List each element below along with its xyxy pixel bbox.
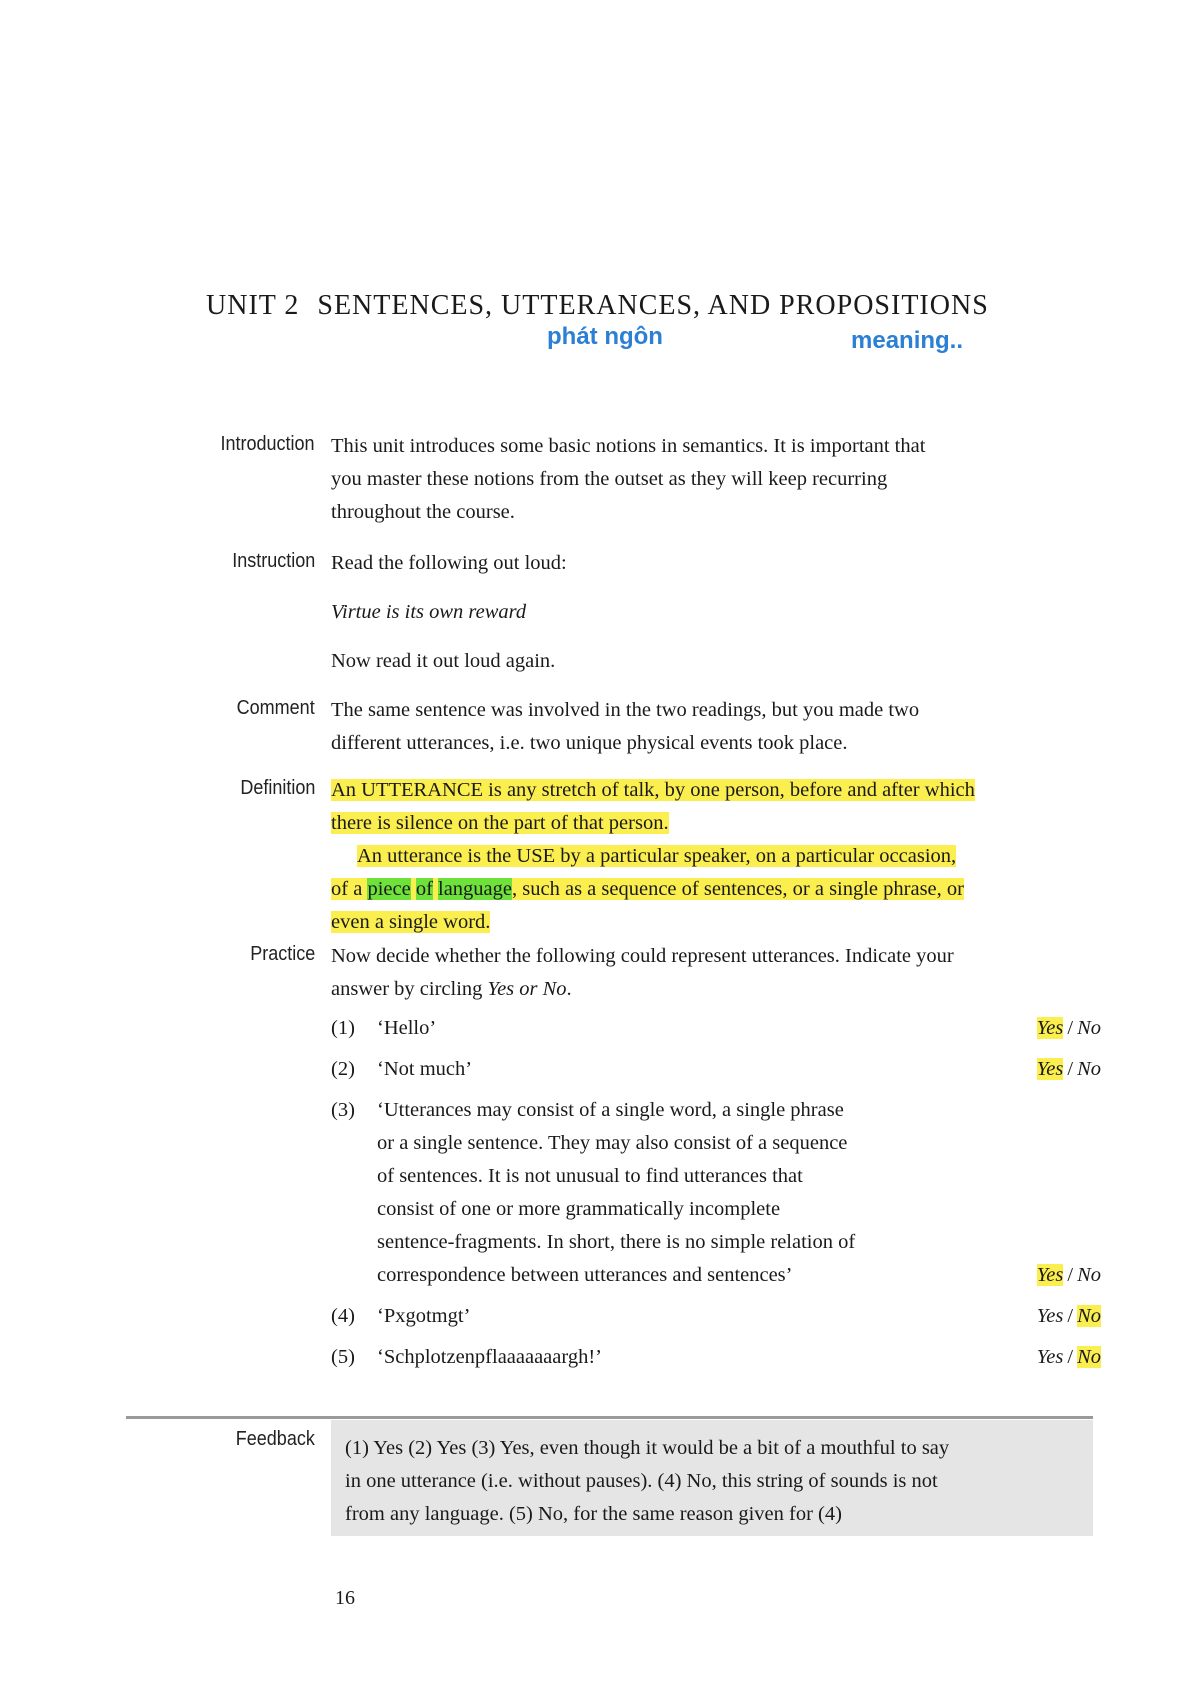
practice-intro-text: answer by circling — [331, 978, 488, 1000]
item-text: ‘Pxgotmgt’ — [377, 1305, 471, 1327]
answer-separator: / — [1067, 1017, 1074, 1039]
practice-item-3 — [331, 1094, 1101, 1292]
green-highlight-word: of — [415, 878, 433, 900]
green-highlight-word: language — [438, 878, 513, 900]
answer-yes[interactable]: Yes — [1036, 1346, 1064, 1368]
green-highlight-word: piece — [367, 878, 411, 900]
answer-separator: / — [1067, 1058, 1074, 1080]
answer-no[interactable]: No — [1077, 1346, 1101, 1368]
section-divider — [126, 1416, 1093, 1419]
answer-yes[interactable]: Yes — [1036, 1264, 1064, 1286]
item-text: ‘Utterances may consist of a single word, a single phrase — [377, 1099, 844, 1121]
item-number: (4) — [331, 1305, 355, 1327]
answer-no[interactable]: No — [1077, 1305, 1101, 1327]
answer-separator: / — [1067, 1305, 1074, 1327]
handwritten-note-phat-ngon: phát ngôn — [547, 323, 663, 350]
definition-label: Definition — [239, 777, 315, 799]
feedback-box — [331, 1420, 1093, 1536]
highlighted-text: , such as a sequence of sentences, or a single phrase, or — [512, 878, 964, 900]
item-number: (2) — [331, 1058, 355, 1080]
highlighted-text: An UTTERANCE is any stretch of talk, by one person, before and after which — [331, 779, 975, 801]
practice-intro — [331, 940, 1101, 1006]
unit-number: UNIT 2 — [206, 290, 300, 321]
highlighted-text: there is silence on the part of that person. — [331, 812, 669, 834]
answer-yes[interactable]: Yes — [1036, 1058, 1064, 1080]
highlighted-text: even a single word. — [331, 911, 491, 933]
item-text: ‘Hello’ — [377, 1017, 437, 1039]
item-number: (1) — [331, 1017, 355, 1039]
instruction-text: Read the following out loud: — [331, 552, 567, 574]
feedback-text — [345, 1432, 949, 1531]
yes-or-no-italic: Yes or No — [487, 978, 567, 1000]
feedback-label: Feedback — [235, 1428, 315, 1450]
item-text: ‘Schplotzenpflaaaaaaargh!’ — [377, 1346, 602, 1368]
unit-title — [206, 290, 989, 322]
item-number: (5) — [331, 1346, 355, 1368]
instruction-line-2 — [331, 645, 1101, 678]
answer-separator: / — [1067, 1264, 1074, 1286]
item-text: ‘Not much’ — [377, 1058, 473, 1080]
item-text: of sentences. It is not unusual to find utterances that — [377, 1165, 803, 1187]
answer-choice[interactable] — [1037, 1300, 1101, 1333]
highlighted-text: An utterance is the USE by a particular speaker, on a particular occasion, — [357, 845, 957, 867]
answer-no[interactable]: No — [1077, 1017, 1101, 1039]
feedback-line: in one utterance (i.e. without pauses). (4) No, this string of sounds is not — [345, 1470, 938, 1492]
answer-choice[interactable] — [1037, 1012, 1101, 1045]
instruction-label: Instruction — [231, 550, 315, 572]
answer-separator: / — [1067, 1346, 1074, 1368]
answer-no[interactable]: No — [1077, 1264, 1101, 1286]
introduction-line: throughout the course. — [331, 501, 515, 523]
practice-label: Practice — [249, 943, 315, 965]
instruction-text-2: Now read it out loud again. — [331, 650, 556, 672]
item-text: consist of one or more grammatically incomplete — [377, 1198, 781, 1220]
example-sentence — [331, 596, 1101, 629]
answer-choice[interactable] — [1037, 1053, 1101, 1086]
page-number: 16 — [335, 1587, 355, 1609]
comment-line: different utterances, i.e. two unique physical events took place. — [331, 732, 848, 754]
definition-text — [331, 774, 1101, 939]
period: . — [566, 978, 572, 1000]
introduction-label: Introduction — [220, 433, 315, 455]
item-number: (3) — [331, 1099, 355, 1121]
feedback-line: from any language. (5) No, for the same reason given for (4) — [345, 1503, 842, 1525]
introduction-line: This unit introduces some basic notions in semantics. It is important that — [331, 435, 926, 457]
comment-label: Comment — [236, 697, 315, 719]
instruction-line-1 — [331, 547, 1101, 580]
answer-choice[interactable] — [1037, 1341, 1101, 1374]
feedback-line: (1) Yes (2) Yes (3) Yes, even though it would be a bit of a mouthful to say — [345, 1437, 950, 1459]
item-text: or a single sentence. They may also consist of a sequence — [377, 1132, 848, 1154]
item-text: correspondence between utterances and sentences’ — [377, 1264, 793, 1286]
answer-no[interactable]: No — [1077, 1058, 1101, 1080]
answer-choice[interactable] — [1037, 1259, 1101, 1292]
practice-intro-line: Now decide whether the following could represent utterances. Indicate your — [331, 945, 954, 967]
highlighted-text: of a — [331, 878, 363, 900]
example-text: Virtue is its own reward — [331, 601, 527, 623]
answer-yes[interactable]: Yes — [1036, 1305, 1064, 1327]
unit-heading: SENTENCES, UTTERANCES, AND PROPOSITIONS — [317, 290, 989, 321]
comment-text — [331, 694, 1101, 760]
handwritten-note-meaning: meaning.. — [851, 327, 964, 354]
answer-yes[interactable]: Yes — [1036, 1017, 1064, 1039]
introduction-text — [331, 430, 1101, 529]
item-text: sentence-fragments. In short, there is no simple relation of — [377, 1231, 856, 1253]
introduction-line: you master these notions from the outset as they will keep recurring — [331, 468, 888, 490]
comment-line: The same sentence was involved in the two readings, but you made two — [331, 699, 920, 721]
